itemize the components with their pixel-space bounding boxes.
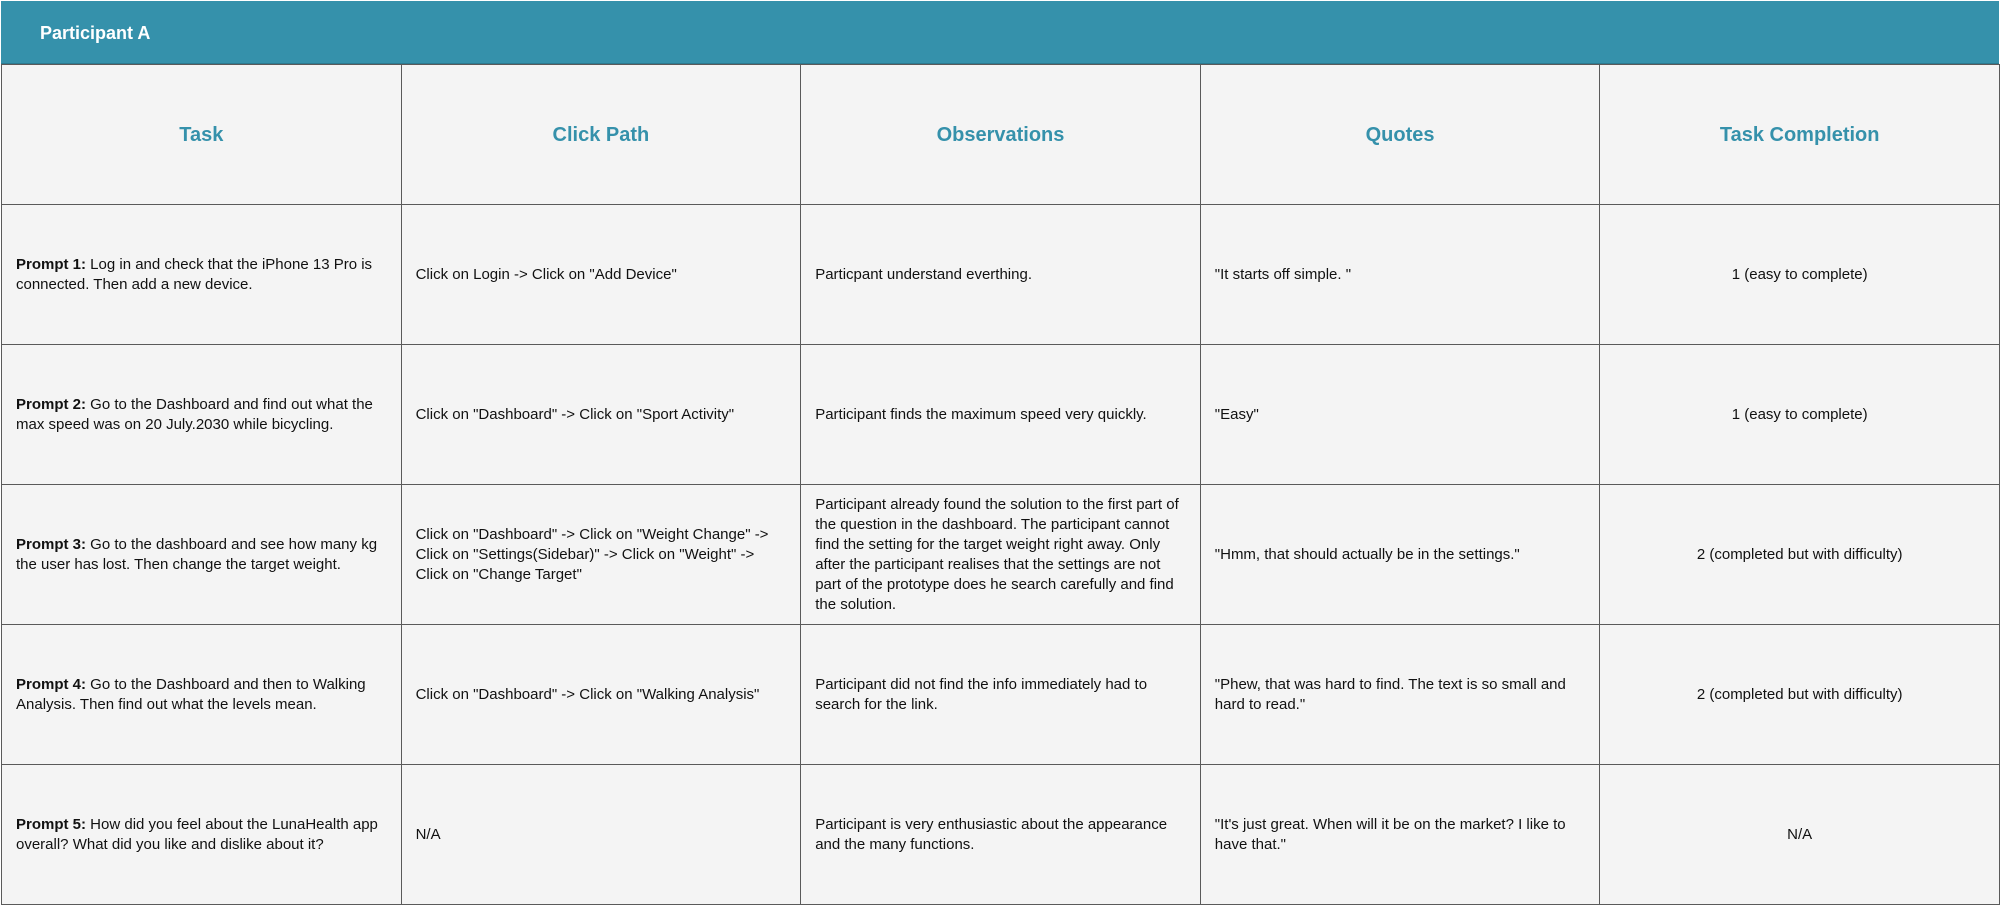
click-path-cell: Click on "Dashboard" -> Click on "Walking Analysis" — [401, 625, 801, 765]
completion-cell: 1 (easy to complete) — [1600, 205, 2000, 345]
completion-cell: 1 (easy to complete) — [1600, 345, 2000, 485]
column-header-observations: Observations — [801, 65, 1201, 205]
table-row — [2, 205, 2000, 345]
observations-cell: Participant finds the maximum speed very quickly. — [801, 345, 1201, 485]
quote-cell: "It's just great. When will it be on the market? I like to have that." — [1200, 765, 1600, 905]
observations-cell: Participant did not find the info immediately had to search for the link. — [801, 625, 1201, 765]
completion-cell: 2 (completed but with difficulty) — [1600, 485, 2000, 625]
table-row — [2, 765, 2000, 905]
header-bar — [1, 1, 1999, 64]
table-row — [2, 625, 2000, 765]
quote-cell: "Easy" — [1200, 345, 1600, 485]
task-cell — [2, 485, 402, 625]
table-row — [2, 345, 2000, 485]
quote-cell: "It starts off simple. " — [1200, 205, 1600, 345]
prompt-label: Prompt 5: — [16, 815, 87, 833]
task-cell — [2, 205, 402, 345]
table-header-row — [2, 65, 2000, 205]
click-path-cell: N/A — [401, 765, 801, 905]
table-row — [2, 485, 2000, 625]
quote-cell: "Hmm, that should actually be in the settings." — [1200, 485, 1600, 625]
click-path-cell: Click on "Dashboard" -> Click on "Weight Change" -> Click on "Settings(Sidebar)" -> Click on "Weight" -> Click on "Change Target" — [401, 485, 801, 625]
usability-table — [1, 64, 2000, 905]
observations-cell: Participant is very enthusiastic about the appearance and the many functions. — [801, 765, 1201, 905]
click-path-cell: Click on Login -> Click on "Add Device" — [401, 205, 801, 345]
task-cell — [2, 765, 402, 905]
quote-cell: "Phew, that was hard to find. The text is so small and hard to read." — [1200, 625, 1600, 765]
task-text: Go to the Dashboard and find out what the max speed was on 20 July.2030 while bicycling. — [16, 395, 373, 433]
task-cell — [2, 625, 402, 765]
column-header-quotes: Quotes — [1200, 65, 1600, 205]
observations-cell: Particpant understand everthing. — [801, 205, 1201, 345]
task-text: How did you feel about the LunaHealth app overall? What did you like and dislike about it? — [16, 815, 378, 853]
observations-cell: Participant already found the solution to the first part of the question in the dashboard. The participant cannot find the setting for the target weight right away. Only after the participant realises that the settings are not part of the prototype does he search carefully and find the solution. — [801, 485, 1201, 625]
task-cell — [2, 345, 402, 485]
task-text: Go to the dashboard and see how many kg the user has lost. Then change the target weight. — [16, 535, 378, 573]
page-title: Participant A — [40, 23, 151, 43]
prompt-label: Prompt 4: — [16, 675, 87, 693]
prompt-label: Prompt 3: — [16, 535, 87, 553]
prompt-label: Prompt 2: — [16, 395, 87, 413]
column-header-click-path: Click Path — [401, 65, 801, 205]
prompt-label: Prompt 1: — [16, 255, 87, 273]
completion-cell: N/A — [1600, 765, 2000, 905]
task-text: Go to the Dashboard and then to Walking Analysis. Then find out what the levels mean. — [16, 675, 366, 713]
click-path-cell: Click on "Dashboard" -> Click on "Sport Activity" — [401, 345, 801, 485]
task-text: Log in and check that the iPhone 13 Pro is connected. Then add a new device. — [16, 255, 373, 293]
column-header-task-completion: Task Completion — [1600, 65, 2000, 205]
completion-cell: 2 (completed but with difficulty) — [1600, 625, 2000, 765]
column-header-task: Task — [2, 65, 402, 205]
